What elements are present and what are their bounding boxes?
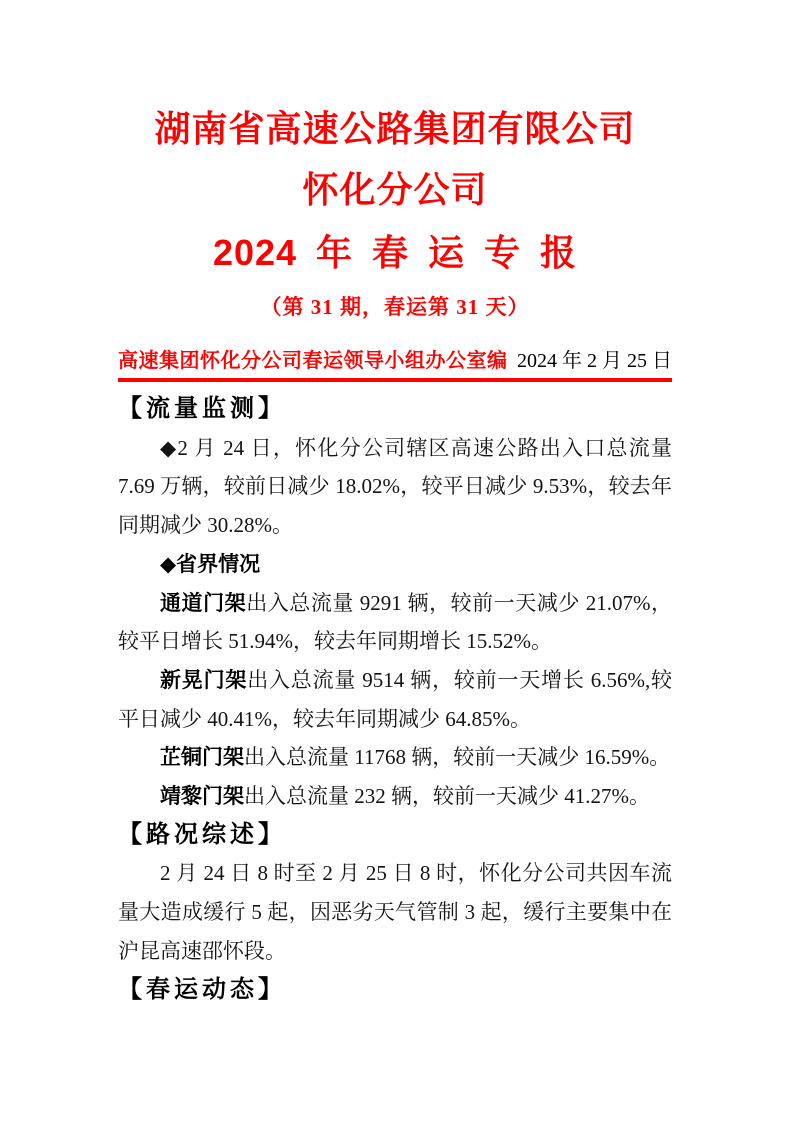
gantry-text-xinhuang: 出入总流量 9514 辆，较前一天增长 6.56%,较平日减少 40.41%，较去年同期减少 64.85%。 — [118, 667, 673, 731]
editor-label: 高速集团怀化分公司春运领导小组办公室编 — [118, 350, 508, 372]
gantry-name-tongdao: 通道门架 — [160, 590, 247, 615]
gantry-text-zhitong: 出入总流量 11768 辆，较前一天减少 16.59%。 — [244, 745, 671, 770]
gantry-text-jingli: 出入总流量 232 辆，较前一天减少 41.27%。 — [244, 784, 650, 809]
section-heading-road-conditions: 【路况综述】 — [118, 820, 286, 848]
gantry-paragraph-jingli — [118, 777, 672, 816]
gantry-name-xinhuang: 新晃门架 — [160, 667, 248, 692]
provincial-border-subheading: ◆省界情况 — [160, 551, 261, 576]
report-body — [118, 390, 672, 1009]
report-date: 2024 年 2 月 25 日 — [517, 350, 672, 372]
section-heading-spring-news: 【春运动态】 — [118, 975, 286, 1003]
gantry-paragraph-zhitong — [118, 738, 672, 777]
report-title: 2024 年 春 运 专 报 — [212, 232, 578, 273]
road-conditions-paragraph: 2 月 24 日 8 时至 2 月 25 日 8 时，怀化分公司共因车流量大造成缓行 5 起，因恶劣天气管制 3 起，缓行主要集中在沪昆高速邵怀段。 — [118, 861, 672, 963]
branch-title: 怀化分公司 — [302, 169, 488, 210]
gantry-text-tongdao: 出入总流量 9291 辆，较前一天减少 21.07%，较平日增长 51.94%，较去年同期增长 15.52%。 — [118, 590, 673, 654]
issue-subtitle: （第 31 期，春运第 31 天） — [260, 295, 530, 319]
gantry-name-jingli: 靖黎门架 — [160, 784, 244, 809]
flow-summary-paragraph: ◆2 月 24 日，怀化分公司辖区高速公路出入口总流量 7.69 万辆，较前日减少 18.02%，较平日减少 9.53%，较去年同期减少 30.28%。 — [118, 435, 672, 538]
report-header — [118, 104, 672, 382]
gantry-paragraph-xinhuang — [118, 661, 672, 738]
editor-row — [118, 346, 672, 382]
org-title: 湖南省高速公路集团有限公司 — [154, 108, 636, 149]
section-heading-flow-monitor: 【流量监测】 — [118, 395, 286, 422]
gantry-paragraph-tongdao — [118, 584, 672, 661]
gantry-name-zhitong: 芷铜门架 — [160, 745, 244, 770]
